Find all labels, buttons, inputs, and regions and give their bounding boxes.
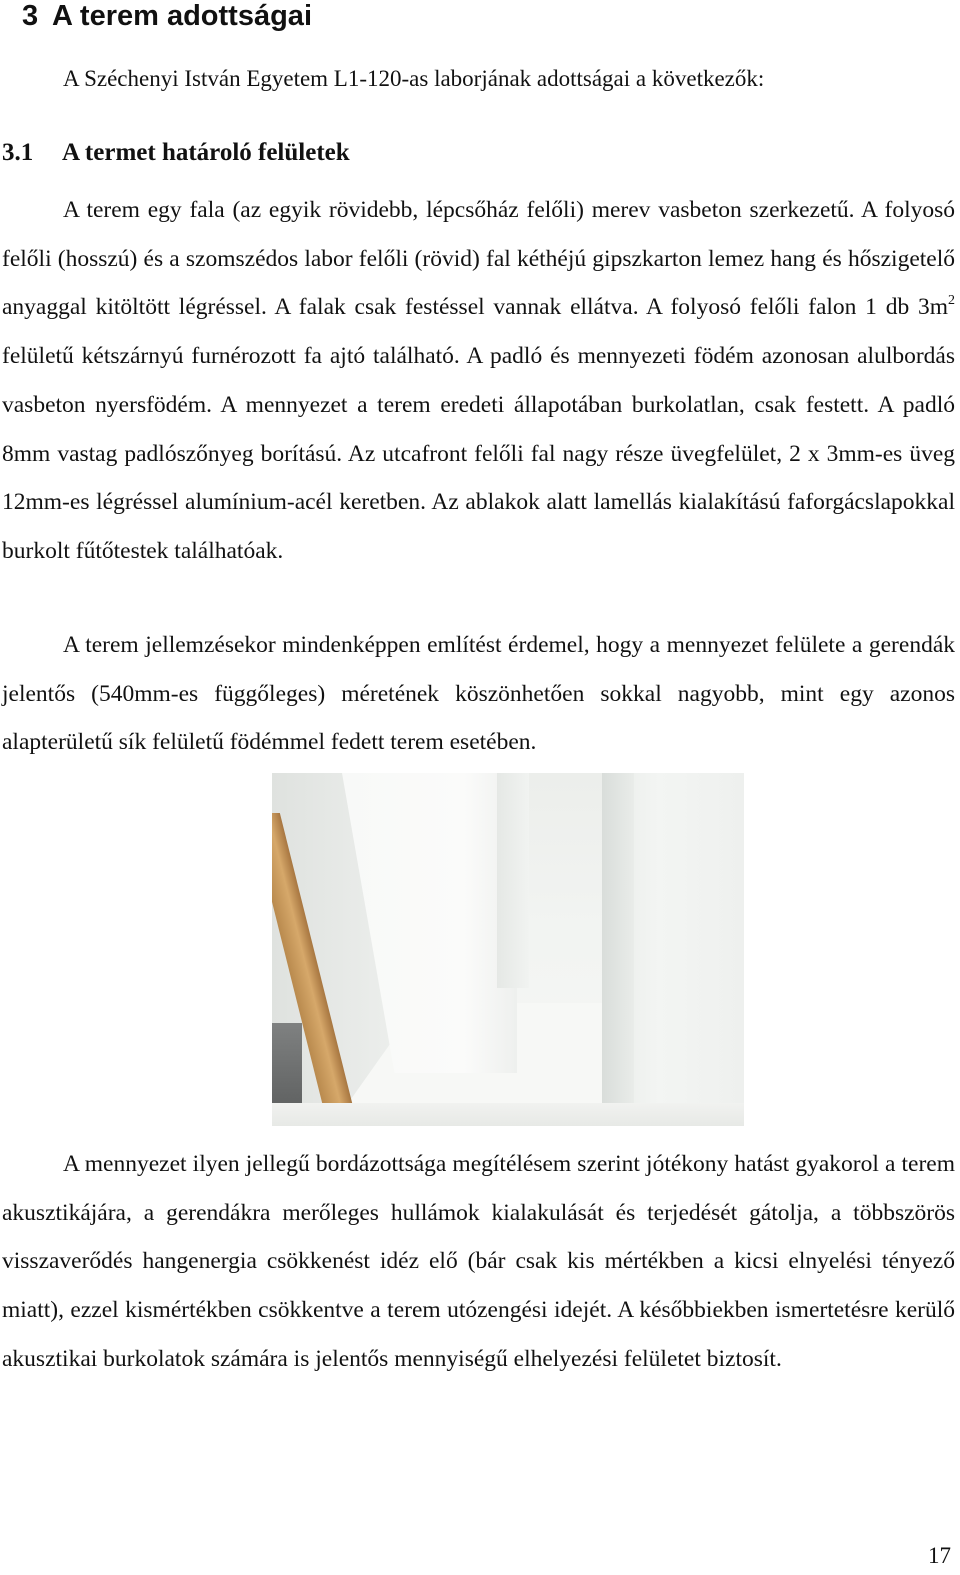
photo-right-beam-face xyxy=(602,773,634,1126)
subsection-title: A termet határoló felületek xyxy=(62,139,350,166)
section-heading xyxy=(0,0,312,32)
section-number: 3 xyxy=(22,0,39,32)
photo-center-beam xyxy=(497,773,529,988)
subsection-heading xyxy=(2,138,350,168)
paragraph-ceiling-area: A terem jellemzésekor mindenképpen említést érdemel, hogy a mennyezet felülete a gerendák jelentős (540mm-es függőleges) méretének köszönhetően sokkal nagyobb, mint egy azonos alapterületű sík felületű födémmel fedett terem esetében. xyxy=(2,632,955,756)
photo-bottom-edge xyxy=(272,1103,744,1126)
section-title: A terem adottságai xyxy=(52,0,312,32)
paragraph-acoustics: A mennyezet ilyen jellegű bordázottsága megítélésem szerint jótékony hatást gyakorol a terem akusztikájára, a gerendákra merőleges hullámok kialakulását és terjedését gátolja, a többszörös visszaverődés hangenergia csökkenést idéz elő (bár csak kis mértékben a kicsi elnyelési tényező miatt), ezzel kismértékben csökkentve a terem utózengési idejét. A későbbiekben ismertetésre kerülő akusztikai burkolatok számára is jelentős mennyiségű elhelyezési felületet biztosít. xyxy=(2,1151,955,1372)
lead-sentence: A Széchenyi István Egyetem L1-120-as laborjának adottságai a következők: xyxy=(63,66,765,91)
subsection-number: 3.1 xyxy=(2,139,34,166)
superscript-two: 2 xyxy=(948,293,955,309)
page-number: 17 xyxy=(928,1543,951,1568)
paragraph-surfaces-text-b: felületű kétszárnyú furnérozott fa ajtó található. A padló és mennyezeti födém azonosan alulbordás vasbeton nyersfödém. A mennyezet a terem eredeti állapotában burkolatlan, csak festett. A padló 8mm vastag padlószőnyeg borítású. Az utcafront felőli fal nagy része üvegfelület, 2 x 3mm-es üveg 12mm-es légréssel alumínium-acél keretben. Az ablakok alatt lamellás kialakítású faforgácslapokkal burkolt fűtőtestek találhatóak. xyxy=(2,343,955,564)
paragraph-surfaces xyxy=(2,186,955,576)
paragraph-surfaces-text-a: A terem egy fala (az egyik rövidebb, lépcsőház felőli) merev vasbeton szerkezetű. A folyosó felőli (hosszú) és a szomszédos labor felőli (rövid) fal kéthéjú gipszkarton lemez hang és hőszigetelő anyaggal kitöltött légréssel. A falak csak festéssel vannak ellátva. A folyosó felőli falon 1 db 3m xyxy=(2,197,955,321)
ceiling-beams-photo xyxy=(272,773,744,1126)
